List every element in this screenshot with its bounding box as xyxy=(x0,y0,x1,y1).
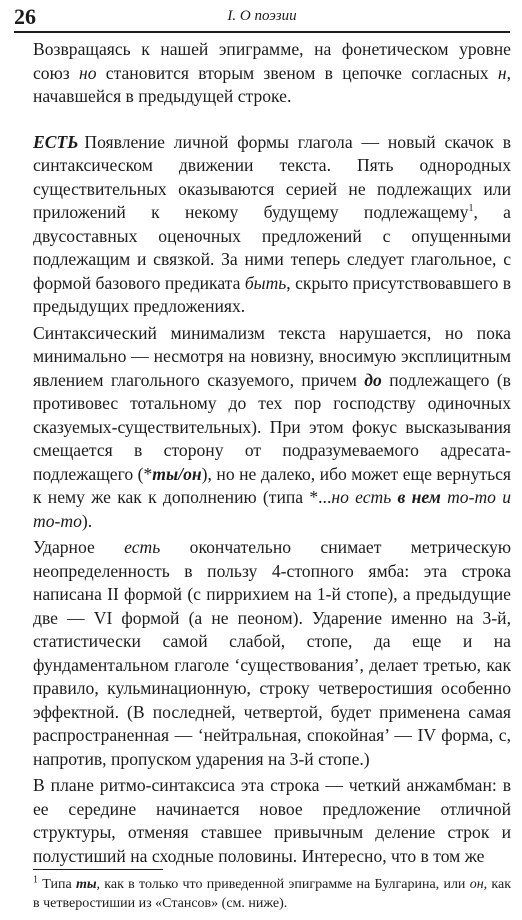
text-run: Ударное xyxy=(33,537,125,557)
italic-word: быть xyxy=(244,272,287,293)
main-text xyxy=(33,38,511,868)
footnote-number: 1 xyxy=(33,874,38,886)
text-run: , как в только что приведенной эпиграмме на Булгарина, или xyxy=(96,877,470,892)
text-run: , начавшейся в предыдущей строке. xyxy=(33,62,511,106)
italic-word: есть xyxy=(124,537,161,557)
running-title: I. О поэзии xyxy=(227,8,297,24)
text-run: ). xyxy=(81,510,93,531)
paragraph-3 xyxy=(33,322,511,534)
page-header xyxy=(14,2,510,32)
italic-phrase: то-то и то-то xyxy=(33,487,512,531)
section-heading: ЕСТЬ xyxy=(33,131,79,152)
paragraph-1 xyxy=(33,38,511,109)
bold-italic-word: ты xyxy=(75,877,97,892)
header-rule xyxy=(14,31,510,33)
text-run: , а двусоставных оценочных предложений с опущенными подлежащим и связкой. За ними теперь следует глагольное, с формой базового предиката xyxy=(33,202,511,293)
italic-word: он xyxy=(469,877,484,892)
text-run: В плане ритмо-синтаксиса эта строка — четкий анжамбман: в ее середине начинается новое предложение отличной структуры, отменяя ставшее привычным деление строк и полустиший на сходные половины. Интересно, что в том же xyxy=(33,775,511,866)
text-run: Синтаксический минимализм текста нарушается, но пока минимально — несмотря на новизну, вносимую эксплицитным явлением глагольного сказуемого, причем xyxy=(33,322,511,390)
footnote-marker[interactable]: 1 xyxy=(468,203,474,215)
text-run: Типа xyxy=(38,877,76,892)
footnote-rule xyxy=(33,869,163,870)
text-run: , как в четверостишии из «Стансов» (см. ниже). xyxy=(33,877,512,911)
bold-italic-word: до xyxy=(364,369,382,390)
text-run: , скрыто присутствовавшего в предыдущих предложениях. xyxy=(33,272,512,316)
text-run: ), но не далеко, ибо может еще вернуться к нему же как к дополнению (типа *... xyxy=(33,463,511,507)
text-run: окончательно снимает метрическую неопределенность в пользу 4-стопного ямба: эта строка написана II формой (с пиррихием на 1-й стопе), а предыдущие две — VI формой (а не пеоном). Ударение именно на 3-й, статистически самой слабой, стопе, да еще и на фундаментальном глаголе ‘существования’, делает третью, как правило, кульминационную, строку четверостишия особенно эффектной. (В последней, четвертой, будет применена самая распространенная — ‘нейтральная, спокойная’ — IV форма, с, напротив, пропуском ударения на 3-й стопе.) xyxy=(33,537,511,769)
italic-phrase: но есть xyxy=(331,487,398,507)
paragraph-4 xyxy=(33,536,511,771)
footnote xyxy=(33,875,511,913)
italic-word: н xyxy=(497,62,507,83)
bold-italic-word: ты/он xyxy=(152,463,202,484)
paragraph-2 xyxy=(33,131,511,319)
text-run: Появление личной формы глагола — новый скачок в синтаксическом движении текста. Пять однородных существительных оказываются серией не подлежащих или приложений к некому будущему подлежащему xyxy=(33,131,511,222)
text-run: Возвращаясь к нашей эпиграмме, на фонетическом уровне союз xyxy=(33,39,511,83)
text-run: подлежащего (в противовес тотальному до тех пор господству одиночных сказуемых-существительных). При этом фокус высказывания смещается в сторону от подразумеваемого адресата-подлежащего (* xyxy=(33,369,511,484)
paragraph-5 xyxy=(33,774,511,868)
bold-italic-phrase: в нем xyxy=(397,487,441,507)
text-run: становится вторым звеном в цепочке согласных xyxy=(96,62,498,83)
italic-word: но xyxy=(78,62,97,83)
page-number: 26 xyxy=(14,4,36,29)
